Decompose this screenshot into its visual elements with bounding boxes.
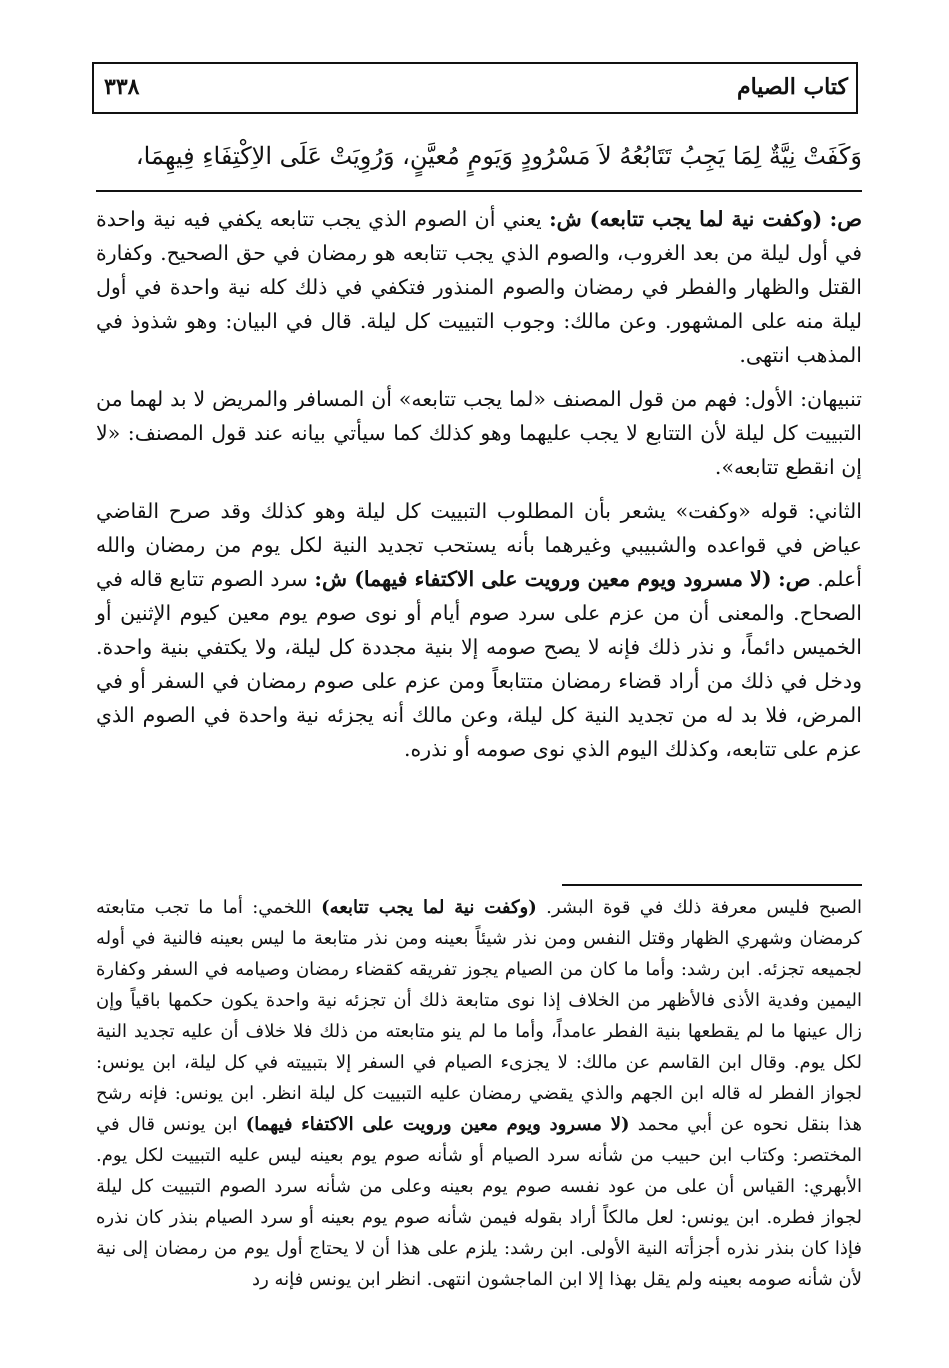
commentary-section (96, 202, 862, 776)
lead-marker: ص: (829, 207, 862, 231)
lead-marker: ص: (778, 567, 811, 591)
paragraph-text: يعني أن الصوم الذي يجب تتابعه يكفي فيه نية واحدة في أول ليلة من بعد الغروب، والصوم الذي يجب تتابعه هو رمضان في حق الصحيح. وكفارة القتل والظهار والفطر في رمضان والصوم المنذور فتكفي في ذلك كله نية واحدة في أول ليلة منه على المشهور. وعن مالك: وجوب التبييت كل ليلة. قال في البيان: وهو شذوذ في المذهب انتهى. (96, 207, 862, 367)
footnote-text: ابن يونس قال في المختصر: وكتاب ابن حبيب من شأنه سرد الصيام أو شأنه صوم يوم بعينه ليس عليه التبييت لكل يوم. الأبهري: القياس أن على من عود نفسه صوم يوم بعينه وعلى من شأنه سرد الصوم التبييت كل ليلة لجواز فطره. ابن يونس: لعل مالكاً أراد بقوله فيمن شأنه صوم يوم بعينه أو سرد الصيام بنذر كان نذره فإذا كان بنذر نذره أجزأته النية الأولى. ابن رشد: يلزم على هذا أن لا يحتاج أول يوم من رمضان إلى نية لأن شأنه صومه بعينه ولم يقل بهذا إلا ابن الماجشون انتهى. انظر ابن يونس فإنه رد (96, 1114, 862, 1290)
commentary-paragraph-1 (96, 202, 862, 372)
running-header (92, 62, 858, 114)
footnote-quote-bold: (وكفت نية لما يجب تتابعه) (321, 897, 537, 918)
divider-line (96, 190, 862, 192)
footnote-text: الصبح فليس معرفة ذلك في قوة البشر. (546, 897, 862, 918)
paragraph-text: تنبيهان: الأول: فهم من قول المصنف «لما يجب تتابعه» أن المسافر والمريض لا بد لهما من التبييت كل ليلة لأن التتابع لا يجب عليهما وهو كذلك كما سيأتي بيانه عند قول المصنف: «لا إن انقطع تتابعه». (96, 387, 862, 479)
footnote-quote-bold: (لا مسرود ويوم معين ورويت على الاكتفاء فيهما) (245, 1114, 630, 1135)
quoted-text-bold: (وكفت نية لما يجب تتابعه) ش: (549, 207, 823, 231)
paragraph-text: الثاني: قوله «وكفت» يشعر بأن المطلوب التبييت كل ليلة وهو كذلك وقد صرح القاضي عياض في قواعده والشبيبي وغيرهما بأنه يستحب تجديد النية لكل يوم من رمضان والله أعلم. (96, 499, 862, 591)
footnote-divider (562, 884, 862, 886)
chapter-title: كتاب الصيام (736, 74, 848, 100)
footnote-paragraph (96, 892, 862, 1295)
quoted-text-bold: (لا مسرود ويوم معين ورويت على الاكتفاء فيهما) ش: (314, 567, 772, 591)
book-page (92, 62, 862, 1352)
footnote-section (96, 892, 862, 1295)
commentary-paragraph-3 (96, 494, 862, 766)
main-text-verse: وَكَفَتْ نِيَّةٌ لِمَا يَجِبُ تَتَابُعُهُ لاَ مَسْرُودٍ وَيَومٍ مُعيَّنٍ، وَرُوِيَتْ عَلَى الاِكْتِفَاءِ فِيهِمَا، (135, 142, 862, 170)
page-number: ٣٣٨ (104, 74, 140, 100)
paragraph-text: سرد الصوم تتابع قاله في الصحاح. والمعنى أن من عزم على سرد صوم أيام أو نوى صوم يوم معين كيوم الإثنين أو الخميس دائماً، و نذر ذلك فإنه لا يصح صومه إلا بنية مجددة كل ليلة، ولا يكتفي بنية واحدة. ودخل في ذلك من أراد قضاء رمضان متتابعاً ومن عزم على صوم رمضان في السفر أو في المرض، فلا بد له من تجديد النية كل ليلة، وعن مالك أنه يجزئه نية واحدة في الصوم الذي عزم على تتابعه، وكذلك اليوم الذي نوى صومه أو نذره. (96, 567, 862, 761)
footnote-text: اللخمي: أما ما تجب متابعته كرمضان وشهري الظهار وقتل النفس ومن نذر شيئاً بعينه ومن نذر متابعة ما ليس بعينه فالنية في أوله لجميعه تجزئه. ابن رشد: وأما ما كان من الصيام يجوز تفريقه كقضاء رمضان وصيامه في السفر وكفارة اليمين وفدية الأذى فالأظهر من الخلاف إذا نوى متابعة ذلك أن تجزئه نية واحدة يكون حكمها باقياً وإن زال عينها ما لم يقطعها بنية الفطر عامداً، وأما ما لم ينو متابعته من ذلك فلا خلاف أن عليه تجديد النية لكل يوم. وقال ابن القاسم عن مالك: لا يجزىء الصيام في السفر إلا بتبييته في كل ليلة، ابن يونس: لجواز الفطر له قاله ابن الجهم والذي يقضي رمضان عليه التبييت كل ليلة انظر. ابن يونس: فإنه رشح هذا بنقل نحوه عن أبي محمد (96, 897, 862, 1135)
commentary-paragraph-2 (96, 382, 862, 484)
